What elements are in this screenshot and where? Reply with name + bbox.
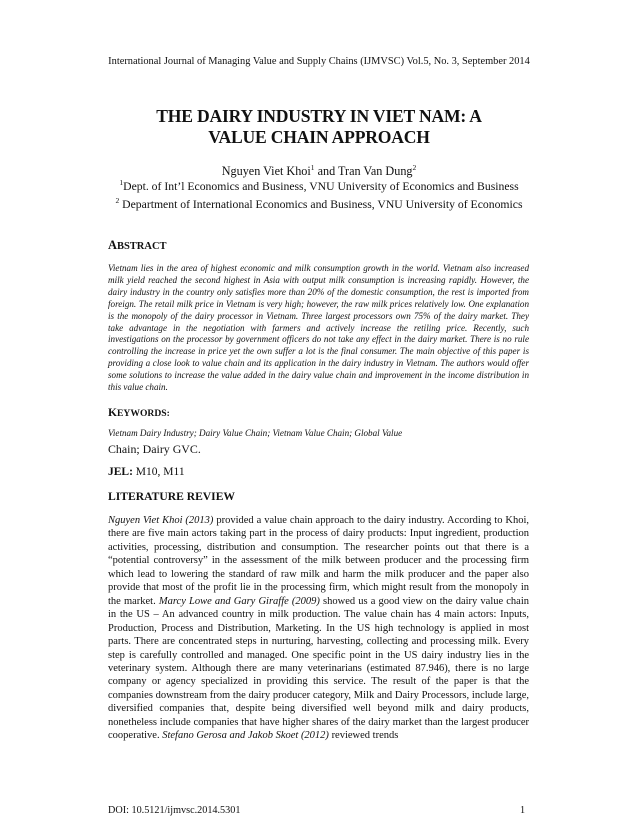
literature-text-2: showed us a good view on the dairy value chain in the US – An advanced country in milk production. The value chain has 4 main actors: Inputs, Production, Process and Distribution, Marketing. In the US high technology is applied in most parts. There are concentrated steps in nurturing, harvesting, collecting and processing milk. Every step is carefully controlled and managed. One specific point in the US dairy industry lies in the veterinary system. Although there are many veterinarians (estimated 87.946), there is no large company or agency specialized in providing this service. The result of the paper is that the companies downstream from the dairy producer category, Milk and Dairy Processors, include large, diversified companies that, despite being diversified well beyond milk and dairy products, nonetheless include companies that have higher shares of the dairy market than the largest producer cooperative. [108, 595, 530, 742]
title-line-1: THE DAIRY INDUSTRY IN VIET NAM: A [156, 106, 482, 126]
affiliation-1 [0, 180, 638, 193]
paper-title [60, 106, 578, 148]
author-list [0, 164, 638, 179]
literature-review-heading: LITERATURE REVIEW [108, 490, 236, 503]
affiliation-1-text: Dept. of Int’l Economics and Business, VNU University of Economics and Business [123, 180, 519, 193]
author-2: Tran Van Dung [338, 164, 413, 178]
keywords-heading [108, 406, 170, 419]
affiliation-2 [0, 198, 638, 211]
literature-review-paragraph [108, 514, 529, 743]
jel-codes [108, 466, 185, 478]
affiliation-2-text: Department of International Economics and Business, VNU University of Economics [119, 198, 523, 211]
footer-doi: DOI: 10.5121/ijmvsc.2014.5301 [108, 805, 241, 816]
abstract-heading-rest: BSTRACT [116, 241, 167, 252]
keywords-heading-rest: EYWORDS: [117, 408, 170, 419]
title-line-2: VALUE CHAIN APPROACH [208, 127, 430, 147]
author-2-affiliation-mark: 2 [412, 162, 417, 172]
abstract-heading-initial: A [108, 238, 117, 252]
keywords-heading-initial: K [108, 406, 118, 419]
affiliation-1-mark: 1 [119, 178, 124, 188]
citation-lowe-giraffe: Marcy Lowe and Gary Giraffe (2009) [158, 595, 320, 607]
citation-khoi: Nguyen Viet Khoi (2013) [108, 515, 214, 526]
literature-review-body [108, 514, 529, 743]
abstract-heading [108, 238, 167, 253]
running-head: International Journal of Managing Value and Supply Chains (IJMVSC) Vol.5, No. 3, September 2014 [108, 56, 530, 67]
page-number: 1 [520, 805, 526, 816]
author-1-affiliation-mark: 1 [310, 162, 315, 172]
jel-label: JEL: [108, 466, 133, 478]
jel-values: M10, M11 [132, 466, 185, 478]
keywords-line-2: Chain; Dairy GVC. [108, 442, 201, 456]
literature-text-3: reviewed trends [328, 730, 399, 742]
author-1: Nguyen Viet Khoi [221, 164, 311, 178]
abstract-text: Vietnam lies in the area of highest economic and milk consumption growth in the world. Vietnam also increased milk yield reached the second highest in Asia with output milk consumption is increasing rapidly. However, the dairy industry in the country only satisfies more than 20% of the domestic consumption, the rest is imported from foreign. The retail milk price in Vietnam is very high; however, the raw milk prices relatively low. One explanation is the monopoly of the dairy processor in Vietnam. Three largest processors own 75% of the dairy market. They take advantage in the negotiation with farmers and actively increase the retiling price. Recently, such investigations on the processor by government officers do not take any effect in the dairy market. There is no rule controlling the increase in price yet the own suffer a lot is the final consumer. The main objective of this paper is providing a close look to value chain and its application in the dairy industry in Vietnam. The authors would offer some solutions to increase the value added in the dairy value chain and improvement in the income distribution in this value chain. [108, 263, 529, 393]
literature-text-1: provided a value chain approach to the dairy industry. According to Khoi, there are five main actors taking part in the process of dairy products: Input ingredient, production activities, processing, distribution and consumption. The researcher points out that there is a “potential controversy” in the assessment of the milk between producer and the processing firm which lead to lowering the standard of raw milk and harm the milk producer and the paper also provide that most of the profit lie in the processing firm, which might result from the monopoly in the market. [108, 515, 529, 607]
author-connector: and [314, 164, 339, 178]
affiliation-2-mark: 2 [115, 196, 120, 206]
citation-gerosa-skoet: Stefano Gerosa and Jakob Skoet (2012) [162, 730, 329, 742]
keywords-line-1: Vietnam Dairy Industry; Dairy Value Chain; Vietnam Value Chain; Global Value [108, 428, 403, 438]
